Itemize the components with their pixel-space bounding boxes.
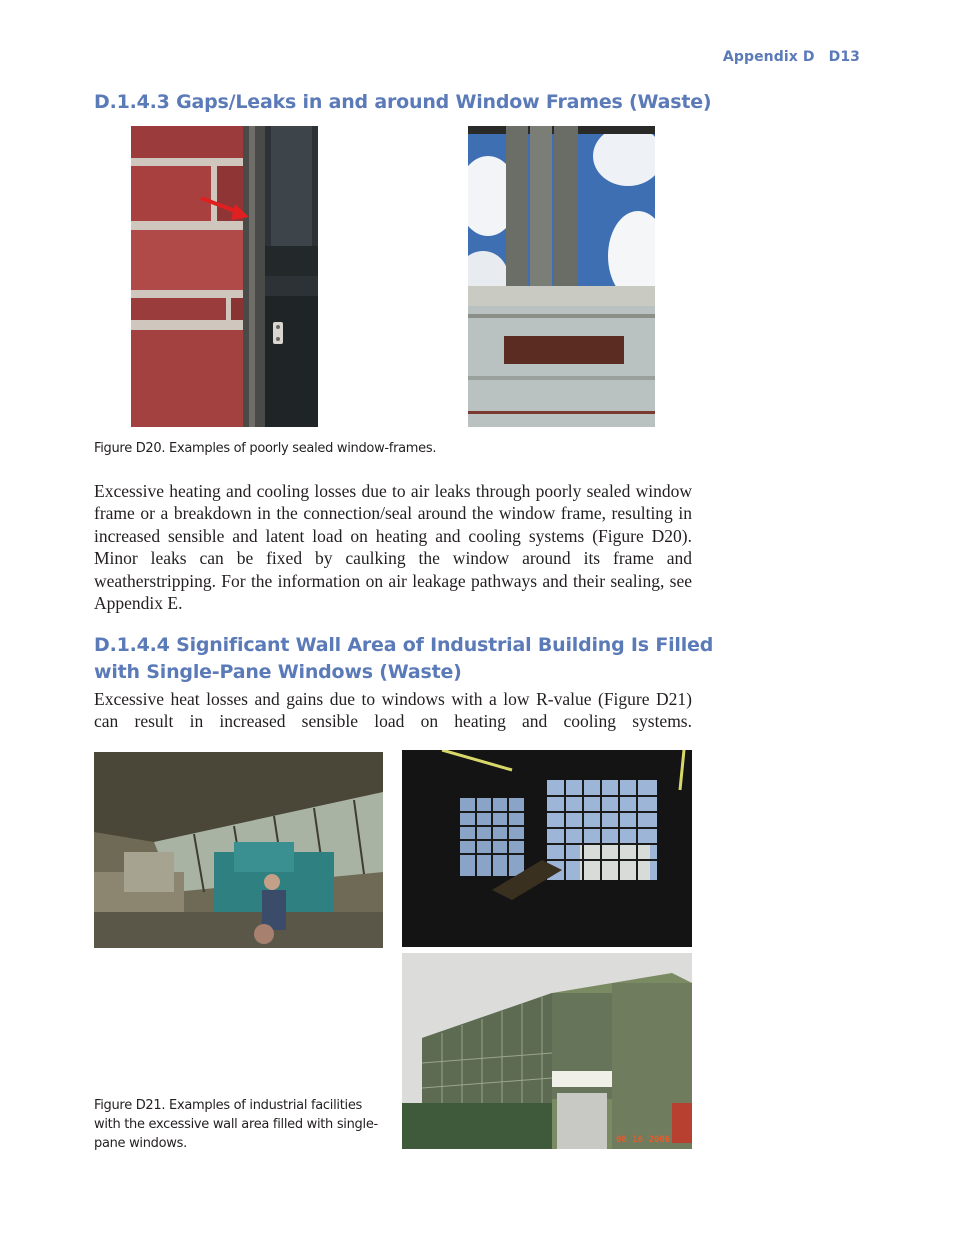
section-heading-d144: D.1.4.4 Significant Wall Area of Industrial Building Is Filled with Single-Pane Windows (Waste) [94,634,714,683]
date-stamp: 08 16 2006 [616,1135,671,1145]
section-d144-paragraph: Excessive heat losses and gains due to windows with a low R-value (Figure D21) can result in increased sensible load on heating and cooling systems. [94,689,692,732]
figure-d20-caption: Figure D20. Examples of poorly sealed window-frames. [94,441,437,456]
appendix-label: Appendix D [722,49,815,65]
photo-industrial-building-exterior [402,953,692,1149]
figure-d21-caption: Figure D21. Examples of industrial facilities with the excessive wall area filled with single-pane windows. [94,1098,378,1151]
photo-dark-interior-windows [402,750,692,947]
photo-industrial-hall-interior [94,752,383,948]
page-number: D13 [828,49,860,65]
photo-wooden-window-frame [468,126,655,427]
section-d143-paragraph: Excessive heating and cooling losses due to air leaks through poorly sealed window frame or a breakdown in the connection/seal around the window frame, resulting in increased sensible and latent load on heating and cooling systems (Figure D20). Minor leaks can be fixed by caulking the window around its frame and weatherstripping. For the information on air leakage pathways and their sealing, see Appendix E. [94,481,692,614]
photo-brick-window-frame [131,126,318,427]
running-header [723,49,860,65]
section-heading-d143: D.1.4.3 Gaps/Leaks in and around Window Frames (Waste) [94,91,712,113]
